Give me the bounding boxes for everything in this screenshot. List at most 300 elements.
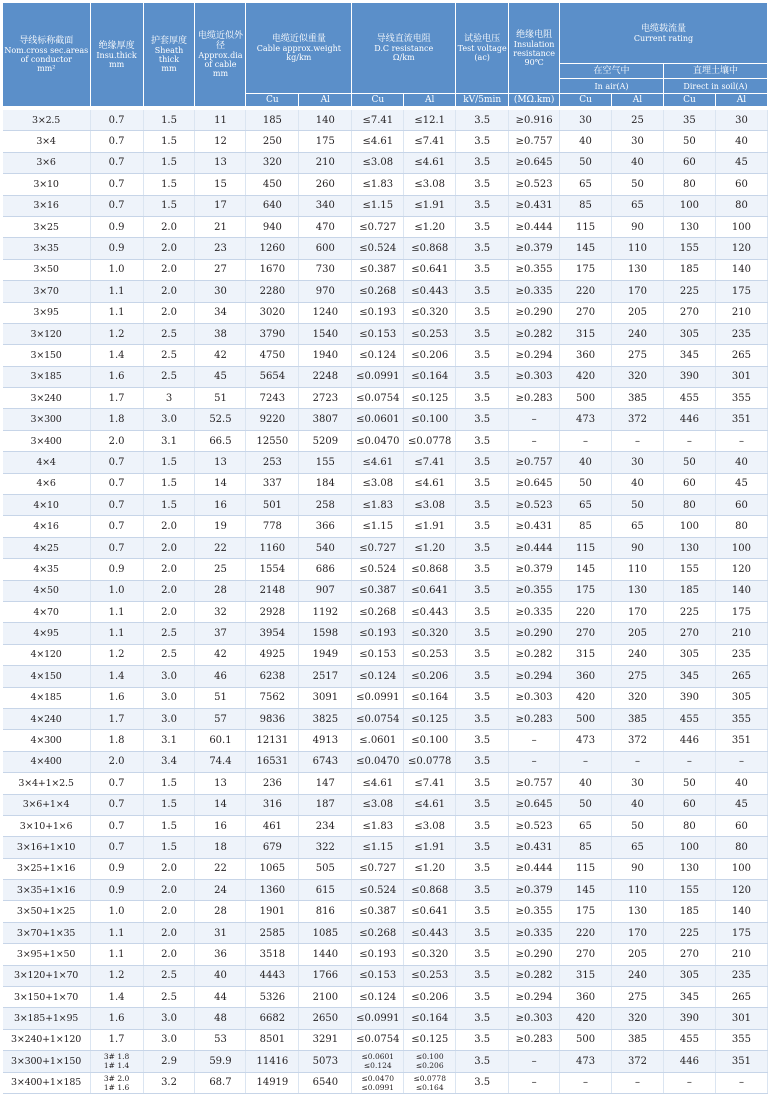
cell-weight-al: 600 [299, 238, 352, 259]
cell-insulation-resistance: ≥0.355 [509, 580, 560, 601]
cell-air-rating-al: 25 [612, 110, 664, 131]
cell-air-rating-al: 30 [612, 452, 664, 473]
cell-resistance-cu: ≤1.15 [352, 195, 404, 216]
header-insres-unit: (MΩ.km) [509, 94, 560, 107]
cell-insulation-thickness: 1.4 [90, 987, 143, 1008]
cell-sheath-thickness: 1.5 [143, 773, 195, 794]
cell-soil-rating-cu: 455 [663, 388, 715, 409]
cell-air-rating-cu: 175 [560, 580, 612, 601]
cell-test-voltage: 3.5 [456, 580, 509, 601]
cell-approx-diameter: 42 [195, 644, 246, 665]
cell-insulation-thickness: 0.7 [90, 794, 143, 815]
cell-approx-diameter: 38 [195, 323, 246, 344]
cell-soil-rating-al: 355 [715, 708, 767, 729]
cell-air-rating-al: 50 [612, 174, 664, 195]
cell-resistance-cu: ≤0.0601 [352, 409, 404, 430]
cell-weight-al: 1598 [299, 623, 352, 644]
cell-weight-al: 1085 [299, 922, 352, 943]
cell-weight-cu: 7243 [246, 388, 299, 409]
cell-approx-diameter: 28 [195, 580, 246, 601]
cell-air-rating-al: 320 [612, 1008, 664, 1029]
cell-sub-value: ≤0.100 [415, 1052, 444, 1062]
cell-air-rating-cu: – [560, 751, 612, 772]
cell-approx-diameter: 18 [195, 837, 246, 858]
cell-approx-diameter: 13 [195, 452, 246, 473]
cell-weight-cu: 1554 [246, 559, 299, 580]
cell-soil-rating-al: 80 [715, 837, 767, 858]
cell-resistance-al: ≤0.641 [404, 259, 456, 280]
cell-sheath-thickness: 2.5 [143, 366, 195, 387]
cell-weight-cu: 8501 [246, 1029, 299, 1050]
cell-insulation-resistance: ≥0.303 [509, 687, 560, 708]
cell-insulation-resistance: ≥0.645 [509, 473, 560, 494]
header-weight-al: Al [299, 94, 352, 107]
cell-insulation-thickness: 0.7 [90, 815, 143, 836]
table-row [3, 601, 768, 622]
cell-air-rating-al: – [612, 430, 664, 451]
cell-resistance-al: ≤0.868 [404, 559, 456, 580]
cell-approx-diameter: 25 [195, 559, 246, 580]
cell-conductor-size: 3×4 [3, 131, 91, 152]
cell-conductor-size: 3×50+1×25 [3, 901, 91, 922]
cell-test-voltage: 3.5 [456, 473, 509, 494]
cell-insulation-resistance: ≥0.645 [509, 794, 560, 815]
cell-air-rating-cu: 220 [560, 922, 612, 943]
cell-resistance-al: ≤4.61 [404, 473, 456, 494]
cell-weight-al: 2650 [299, 1008, 352, 1029]
cell-weight-al: 210 [299, 152, 352, 173]
cell-resistance-cu: ≤3.08 [352, 794, 404, 815]
cell-air-rating-cu: 65 [560, 174, 612, 195]
cell-air-rating-al: 130 [612, 580, 664, 601]
cell-sheath-thickness: 1.5 [143, 152, 195, 173]
cell-weight-cu: 2148 [246, 580, 299, 601]
cell-weight-al: 6743 [299, 751, 352, 772]
cell-air-rating-al: 30 [612, 773, 664, 794]
cell-soil-rating-al: 351 [715, 409, 767, 430]
cell-air-rating-al: 170 [612, 281, 664, 302]
cell-weight-al: 5209 [299, 430, 352, 451]
cell-insulation-resistance: ≥0.290 [509, 623, 560, 644]
cell-approx-diameter: 13 [195, 152, 246, 173]
cell-sheath-thickness: 1.5 [143, 131, 195, 152]
header-in-air-en: In air(A) [560, 79, 664, 94]
cell-insulation-resistance: ≥0.523 [509, 495, 560, 516]
cell-insulation-resistance: – [509, 730, 560, 751]
cell-conductor-size: 3×185+1×95 [3, 1008, 91, 1029]
cell-insulation-thickness: 0.9 [90, 880, 143, 901]
cell-approx-diameter: 22 [195, 858, 246, 879]
cell-weight-cu: 14919 [246, 1072, 299, 1093]
cell-conductor-size: 3×2.5 [3, 110, 91, 131]
cell-soil-rating-cu: 185 [663, 580, 715, 601]
cell-approx-diameter: 23 [195, 238, 246, 259]
cell-resistance-al [404, 1072, 456, 1093]
cell-insulation-thickness: 1.7 [90, 388, 143, 409]
cell-insulation-thickness: 0.7 [90, 174, 143, 195]
cell-conductor-size: 3×6 [3, 152, 91, 173]
table-row [3, 730, 768, 751]
cell-weight-al: 1949 [299, 644, 352, 665]
cell-air-rating-cu: 145 [560, 559, 612, 580]
cell-weight-al: 140 [299, 110, 352, 131]
cell-air-rating-al: 40 [612, 152, 664, 173]
cell-air-rating-al: 320 [612, 687, 664, 708]
cell-insulation-thickness: 0.7 [90, 452, 143, 473]
cell-air-rating-cu: 85 [560, 516, 612, 537]
cell-resistance-cu: ≤0.124 [352, 987, 404, 1008]
cell-resistance-al: ≤7.41 [404, 773, 456, 794]
cell-insulation-resistance: ≥0.335 [509, 281, 560, 302]
table-row [3, 495, 768, 516]
cell-weight-cu: 6238 [246, 666, 299, 687]
cell-soil-rating-cu: 305 [663, 323, 715, 344]
cell-air-rating-cu: 40 [560, 131, 612, 152]
cell-air-rating-al: 40 [612, 794, 664, 815]
cell-soil-rating-cu: 60 [663, 794, 715, 815]
table-row [3, 880, 768, 901]
cell-weight-cu: 1901 [246, 901, 299, 922]
cell-soil-rating-cu: 50 [663, 773, 715, 794]
cell-test-voltage: 3.5 [456, 708, 509, 729]
cell-resistance-al: ≤0.100 [404, 730, 456, 751]
cell-weight-al: 2248 [299, 366, 352, 387]
cell-air-rating-al: 320 [612, 366, 664, 387]
cell-insulation-thickness: 0.9 [90, 559, 143, 580]
cell-approx-diameter: 42 [195, 345, 246, 366]
cell-weight-al: 260 [299, 174, 352, 195]
cell-soil-rating-cu: 446 [663, 1051, 715, 1072]
cell-insulation-thickness: 1.6 [90, 1008, 143, 1029]
cell-weight-al: 816 [299, 901, 352, 922]
cell-air-rating-al: 385 [612, 708, 664, 729]
cell-sheath-thickness: 3.0 [143, 687, 195, 708]
cell-conductor-size: 3×240 [3, 388, 91, 409]
cell-conductor-size: 4×150 [3, 666, 91, 687]
cell-sheath-thickness: 3.1 [143, 430, 195, 451]
table-row [3, 430, 768, 451]
cell-conductor-size: 4×4 [3, 452, 91, 473]
cell-insulation-thickness: 0.7 [90, 152, 143, 173]
table-row [3, 922, 768, 943]
cell-approx-diameter: 16 [195, 815, 246, 836]
cell-test-voltage: 3.5 [456, 858, 509, 879]
table-row [3, 815, 768, 836]
cell-sheath-thickness: 1.5 [143, 495, 195, 516]
cell-soil-rating-cu: 446 [663, 730, 715, 751]
cell-weight-al: 184 [299, 473, 352, 494]
cell-test-voltage: 3.5 [456, 152, 509, 173]
cell-air-rating-al: – [612, 1072, 664, 1093]
table-row [3, 388, 768, 409]
cell-resistance-cu: ≤7.41 [352, 110, 404, 131]
cell-weight-cu: 253 [246, 452, 299, 473]
cell-insulation-resistance: ≥0.431 [509, 516, 560, 537]
cell-weight-al: 1540 [299, 323, 352, 344]
cell-air-rating-al: 30 [612, 131, 664, 152]
header-soil-cu: Cu [663, 94, 715, 107]
cell-weight-cu: 1670 [246, 259, 299, 280]
cell-weight-al: 322 [299, 837, 352, 858]
table-row [3, 944, 768, 965]
cell-weight-al: 340 [299, 195, 352, 216]
cell-air-rating-al: 372 [612, 409, 664, 430]
cell-air-rating-al: 65 [612, 516, 664, 537]
cell-weight-cu: 2585 [246, 922, 299, 943]
cell-resistance-cu: ≤1.15 [352, 837, 404, 858]
cell-weight-cu: 5654 [246, 366, 299, 387]
cell-conductor-size: 3×150+1×70 [3, 987, 91, 1008]
cell-soil-rating-al: 175 [715, 601, 767, 622]
cell-conductor-size: 3×16 [3, 195, 91, 216]
cell-insulation-resistance: – [509, 430, 560, 451]
cell-sheath-thickness: 2.5 [143, 345, 195, 366]
cell-insulation-thickness: 1.8 [90, 409, 143, 430]
cell-conductor-size: 4×300 [3, 730, 91, 751]
header-weight: 电缆近似重量 Cable approx.weight kg/km [246, 3, 352, 94]
cell-conductor-size: 3×4+1×2.5 [3, 773, 91, 794]
cell-soil-rating-cu: 305 [663, 965, 715, 986]
cell-conductor-size: 3×300 [3, 409, 91, 430]
cell-weight-cu: 16531 [246, 751, 299, 772]
cell-resistance-cu: ≤0.193 [352, 623, 404, 644]
cell-insulation-thickness: 0.7 [90, 837, 143, 858]
cell-air-rating-cu: 65 [560, 495, 612, 516]
cell-conductor-size: 3×150 [3, 345, 91, 366]
header-resistance-al: Al [404, 94, 456, 107]
cell-sheath-thickness: 2.0 [143, 944, 195, 965]
cell-approx-diameter: 28 [195, 901, 246, 922]
cell-weight-cu: 640 [246, 195, 299, 216]
cell-insulation-thickness: 0.9 [90, 858, 143, 879]
cell-resistance-al: ≤0.253 [404, 644, 456, 665]
cell-sheath-thickness: 2.0 [143, 216, 195, 237]
cell-resistance-cu: ≤0.0754 [352, 1029, 404, 1050]
cell-air-rating-al: 240 [612, 965, 664, 986]
cell-insulation-thickness: 1.6 [90, 687, 143, 708]
cell-air-rating-al: 275 [612, 345, 664, 366]
cell-insulation-resistance: ≥0.294 [509, 345, 560, 366]
cell-resistance-cu: ≤0.124 [352, 666, 404, 687]
cell-resistance-al: ≤0.443 [404, 601, 456, 622]
cell-soil-rating-cu: 155 [663, 880, 715, 901]
cell-sheath-thickness: 3.0 [143, 1029, 195, 1050]
cell-sheath-thickness: 1.5 [143, 794, 195, 815]
table-row [3, 901, 768, 922]
cell-air-rating-cu: 473 [560, 409, 612, 430]
cell-sheath-thickness: 1.5 [143, 452, 195, 473]
cell-sheath-thickness: 3.2 [143, 1072, 195, 1093]
cell-soil-rating-al: 235 [715, 644, 767, 665]
cell-air-rating-al: 275 [612, 666, 664, 687]
cell-test-voltage: 3.5 [456, 623, 509, 644]
cell-test-voltage: 3.5 [456, 195, 509, 216]
cell-air-rating-cu: 50 [560, 794, 612, 815]
cell-conductor-size: 4×10 [3, 495, 91, 516]
cell-air-rating-al: 65 [612, 195, 664, 216]
cell-insulation-thickness: 1.7 [90, 708, 143, 729]
cell-sheath-thickness: 2.9 [143, 1051, 195, 1072]
cell-insulation-resistance: ≥0.290 [509, 944, 560, 965]
cell-soil-rating-cu: 130 [663, 216, 715, 237]
cell-weight-al: 2100 [299, 987, 352, 1008]
cell-weight-al: 1192 [299, 601, 352, 622]
cell-resistance-cu: ≤0.193 [352, 302, 404, 323]
cell-conductor-size: 3×300+1×150 [3, 1051, 91, 1072]
cell-insulation-resistance: ≥0.444 [509, 537, 560, 558]
table-row [3, 152, 768, 173]
cell-weight-cu: 461 [246, 815, 299, 836]
table-row [3, 110, 768, 131]
cell-insulation-thickness: 1.1 [90, 281, 143, 302]
cell-sheath-thickness: 2.5 [143, 965, 195, 986]
cell-approx-diameter: 16 [195, 495, 246, 516]
table-row [3, 345, 768, 366]
table-header [3, 3, 768, 107]
cell-weight-cu: 9220 [246, 409, 299, 430]
cell-weight-cu: 236 [246, 773, 299, 794]
cell-conductor-size: 3×35 [3, 238, 91, 259]
cell-conductor-size: 3×95+1×50 [3, 944, 91, 965]
cell-soil-rating-cu: 305 [663, 644, 715, 665]
cell-air-rating-cu: 473 [560, 1051, 612, 1072]
cell-air-rating-al: 130 [612, 901, 664, 922]
table-row [3, 837, 768, 858]
cell-resistance-cu: ≤0.268 [352, 281, 404, 302]
cell-sheath-thickness: 1.5 [143, 815, 195, 836]
cell-air-rating-cu: 315 [560, 644, 612, 665]
cell-resistance-al: ≤1.20 [404, 858, 456, 879]
header-air-cu: Cu [560, 94, 612, 107]
table-row [3, 1072, 768, 1093]
cell-soil-rating-cu: 80 [663, 495, 715, 516]
cell-soil-rating-cu: 455 [663, 708, 715, 729]
cell-weight-cu: 3954 [246, 623, 299, 644]
cell-test-voltage: 3.5 [456, 430, 509, 451]
cell-test-voltage: 3.5 [456, 1072, 509, 1093]
cell-resistance-cu: ≤0.524 [352, 559, 404, 580]
cell-weight-cu: 11416 [246, 1051, 299, 1072]
cell-test-voltage: 3.5 [456, 516, 509, 537]
cell-soil-rating-al: 265 [715, 345, 767, 366]
cell-sheath-thickness: 2.5 [143, 644, 195, 665]
cell-air-rating-cu: 360 [560, 666, 612, 687]
cell-test-voltage: 3.5 [456, 216, 509, 237]
table-row [3, 858, 768, 879]
cell-resistance-al: ≤7.41 [404, 131, 456, 152]
cell-soil-rating-cu: 270 [663, 302, 715, 323]
cell-insulation-resistance: – [509, 751, 560, 772]
cell-resistance-cu: ≤4.61 [352, 131, 404, 152]
cell-approx-diameter: 14 [195, 794, 246, 815]
cell-soil-rating-cu: – [663, 1072, 715, 1093]
table-row [3, 195, 768, 216]
table-row [3, 281, 768, 302]
cell-resistance-cu: ≤0.0470 [352, 751, 404, 772]
cell-conductor-size: 4×70 [3, 601, 91, 622]
cell-weight-al: 3807 [299, 409, 352, 430]
table-row [3, 323, 768, 344]
table-row [3, 644, 768, 665]
cell-soil-rating-cu: 390 [663, 366, 715, 387]
cell-weight-al: 505 [299, 858, 352, 879]
cell-insulation-resistance: ≥0.294 [509, 666, 560, 687]
cable-spec-table [2, 2, 768, 1094]
cell-soil-rating-cu: – [663, 751, 715, 772]
cell-insulation-resistance: ≥0.431 [509, 837, 560, 858]
cell-insulation-resistance: ≥0.916 [509, 110, 560, 131]
cell-sheath-thickness: 2.5 [143, 323, 195, 344]
cell-weight-al: 155 [299, 452, 352, 473]
cell-air-rating-cu: 270 [560, 623, 612, 644]
table-row [3, 1029, 768, 1050]
cell-resistance-cu: ≤0.387 [352, 259, 404, 280]
cell-conductor-size: 3×6+1×4 [3, 794, 91, 815]
cell-resistance-al: ≤0.125 [404, 708, 456, 729]
cell-insulation-resistance: ≥0.283 [509, 1029, 560, 1050]
cell-soil-rating-cu: 270 [663, 944, 715, 965]
cell-approx-diameter: 45 [195, 366, 246, 387]
cell-air-rating-cu: 40 [560, 452, 612, 473]
cell-air-rating-cu: 115 [560, 216, 612, 237]
cell-air-rating-cu: 420 [560, 687, 612, 708]
cell-soil-rating-cu: 155 [663, 238, 715, 259]
cell-soil-rating-al: 235 [715, 965, 767, 986]
table-row [3, 452, 768, 473]
cell-soil-rating-al: 60 [715, 815, 767, 836]
cell-air-rating-cu: 85 [560, 195, 612, 216]
cell-test-voltage: 3.5 [456, 880, 509, 901]
cell-approx-diameter: 51 [195, 687, 246, 708]
cell-weight-al: 175 [299, 131, 352, 152]
cell-resistance-cu: ≤0.193 [352, 944, 404, 965]
header-soil-al: Al [715, 94, 767, 107]
cell-test-voltage: 3.5 [456, 730, 509, 751]
header-voltage-unit: kV/5min [456, 94, 509, 107]
cell-resistance-cu: ≤4.61 [352, 773, 404, 794]
cell-soil-rating-al: 100 [715, 537, 767, 558]
cell-approx-diameter: 13 [195, 773, 246, 794]
cell-approx-diameter: 57 [195, 708, 246, 729]
table-row [3, 987, 768, 1008]
cell-resistance-cu: ≤0.0991 [352, 687, 404, 708]
cell-approx-diameter: 51 [195, 388, 246, 409]
cell-resistance-cu: ≤0.727 [352, 216, 404, 237]
cell-air-rating-al: – [612, 751, 664, 772]
cell-soil-rating-al: 210 [715, 623, 767, 644]
table-row [3, 580, 768, 601]
cell-air-rating-al: 275 [612, 987, 664, 1008]
cell-approx-diameter: 19 [195, 516, 246, 537]
cell-soil-rating-cu: 80 [663, 815, 715, 836]
cell-conductor-size: 3×120+1×70 [3, 965, 91, 986]
cell-weight-al: 258 [299, 495, 352, 516]
cell-sub-value: ≤0.0601 [361, 1052, 395, 1062]
cell-weight-al: 3825 [299, 708, 352, 729]
cell-resistance-cu: ≤.0601 [352, 730, 404, 751]
cell-insulation-resistance: ≥0.282 [509, 644, 560, 665]
cell-resistance-al: ≤0.868 [404, 238, 456, 259]
cell-insulation-thickness: 0.9 [90, 216, 143, 237]
cell-conductor-size: 3×25 [3, 216, 91, 237]
cell-test-voltage: 3.5 [456, 644, 509, 665]
cell-weight-al: 1940 [299, 345, 352, 366]
cell-resistance-cu: ≤1.15 [352, 516, 404, 537]
cell-insulation-thickness: 0.7 [90, 473, 143, 494]
cell-test-voltage: 3.5 [456, 965, 509, 986]
cell-weight-al: 686 [299, 559, 352, 580]
cell-weight-cu: 7562 [246, 687, 299, 708]
